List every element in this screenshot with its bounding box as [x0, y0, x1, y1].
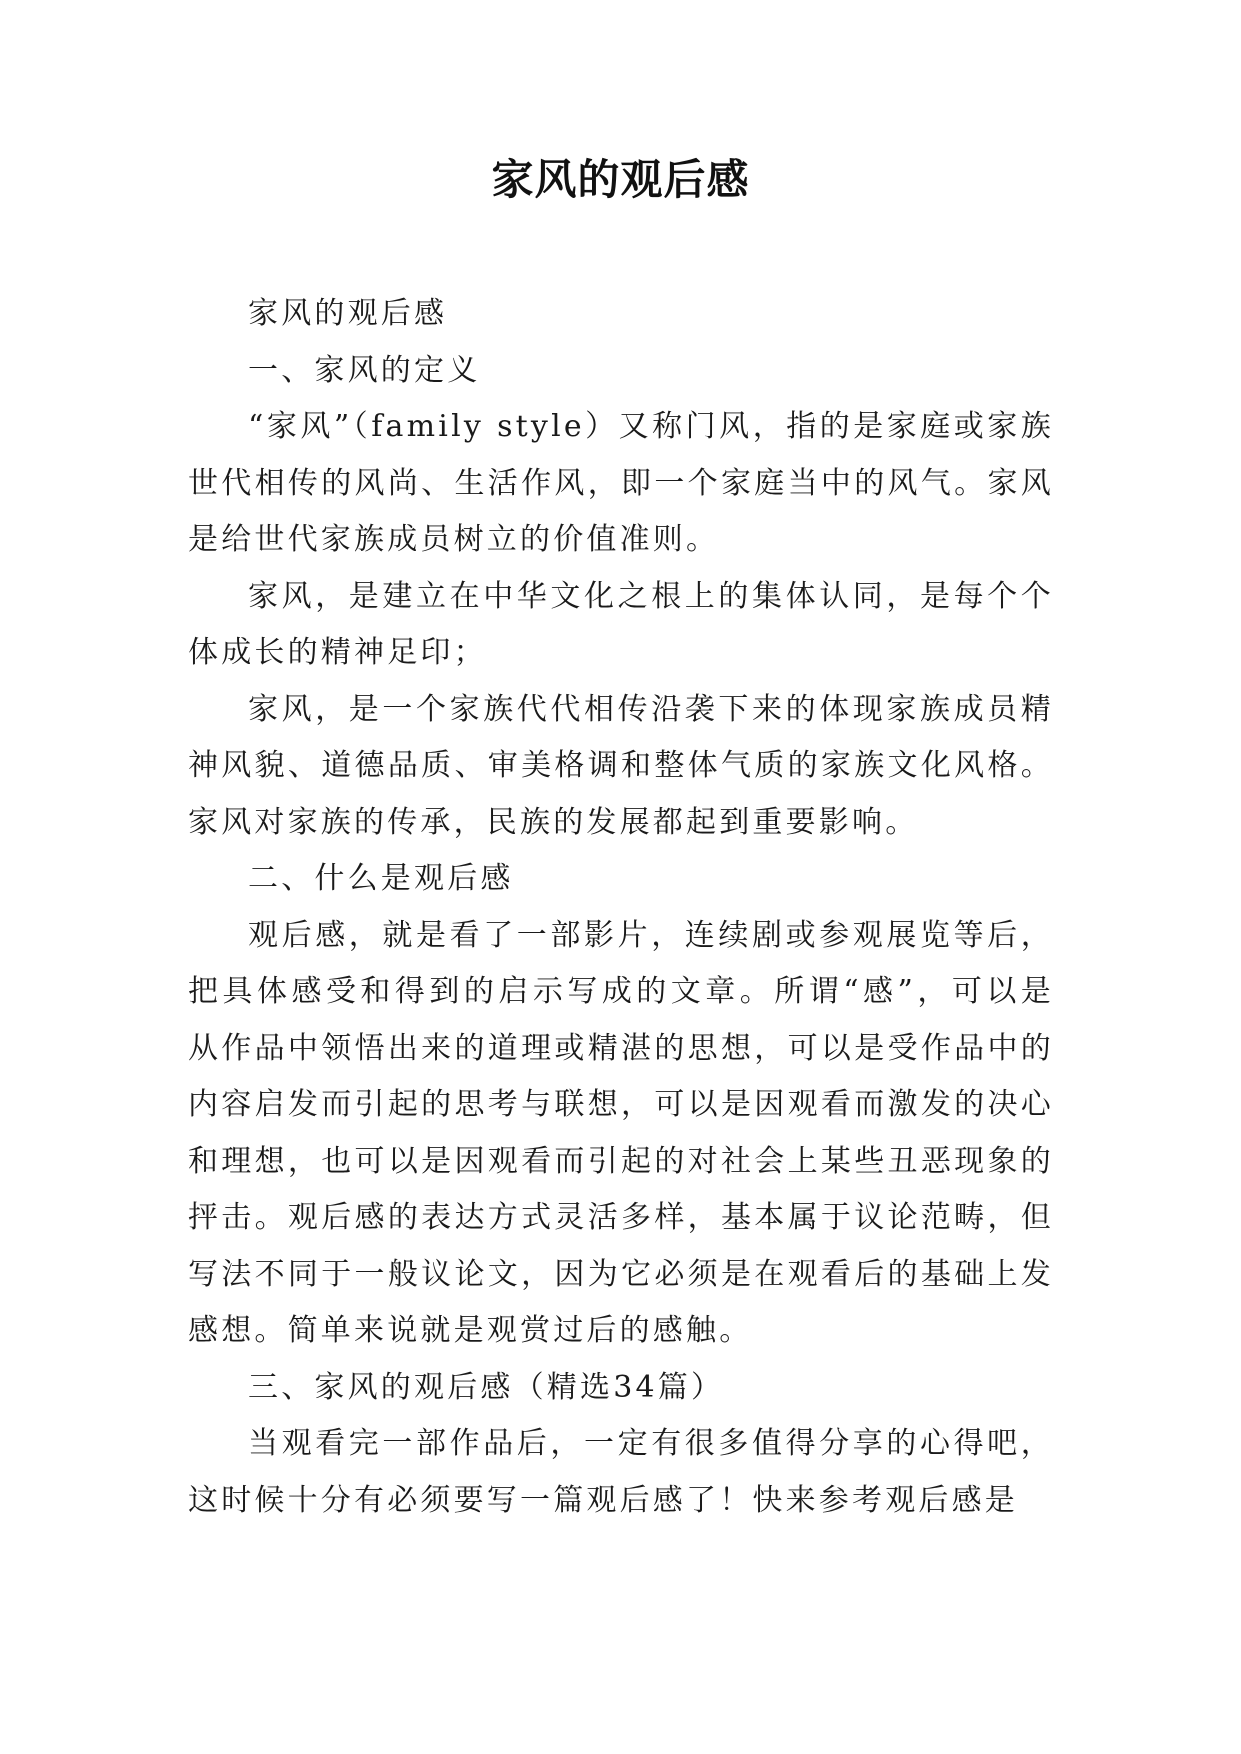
section-heading-what-is: 二、什么是观后感	[248, 861, 514, 896]
section-heading-definition: 一、家风的定义	[248, 352, 481, 388]
paragraph-intro: 当观看完一部作品后，一定有很多值得分享的心得吧，这时候十分有必须要写一篇观后感了！快来参考观后感是	[188, 1426, 1054, 1518]
paragraph-what-is: 观后感，就是看了一部影片，连续剧或参观展览等后，把具体感受和得到的启示写成的文章。所谓“感”，可以是从作品中领悟出来的道理或精湛的思想，可以是受作品中的内容启发而引起的思考与联想，可以是因观看而激发的决心和理想，也可以是因观看而引起的对社会上某些丑恶现象的抨击。观后感的表达方式灵活多样，基本属于议论范畴，但写法不同于一般议论文，因为它必须是在观看后的基础上发感想。简单来说就是观赏过后的感触。	[188, 917, 1054, 1348]
document-body	[188, 286, 1054, 1529]
paragraph-definition: “家风”（family style）又称门风，指的是家庭或家族世代相传的风尚、生活作风，即一个家庭当中的风气。家风是给世代家族成员树立的价值准则。	[188, 409, 1054, 557]
paragraph-identity: 家风，是建立在中华文化之根上的集体认同，是每个个体成长的精神足印；	[188, 578, 1054, 670]
section-heading-selected: 三、家风的观后感（精选34篇）	[248, 1369, 725, 1405]
document-title: 家风的观后感	[491, 155, 750, 204]
paragraph-culture: 家风，是一个家族代代相传沿袭下来的体现家族成员精神风貌、道德品质、审美格调和整体气质的家族文化风格。家风对家族的传承，民族的发展都起到重要影响。	[188, 691, 1054, 840]
paragraph-subtitle: 家风的观后感	[248, 296, 448, 331]
